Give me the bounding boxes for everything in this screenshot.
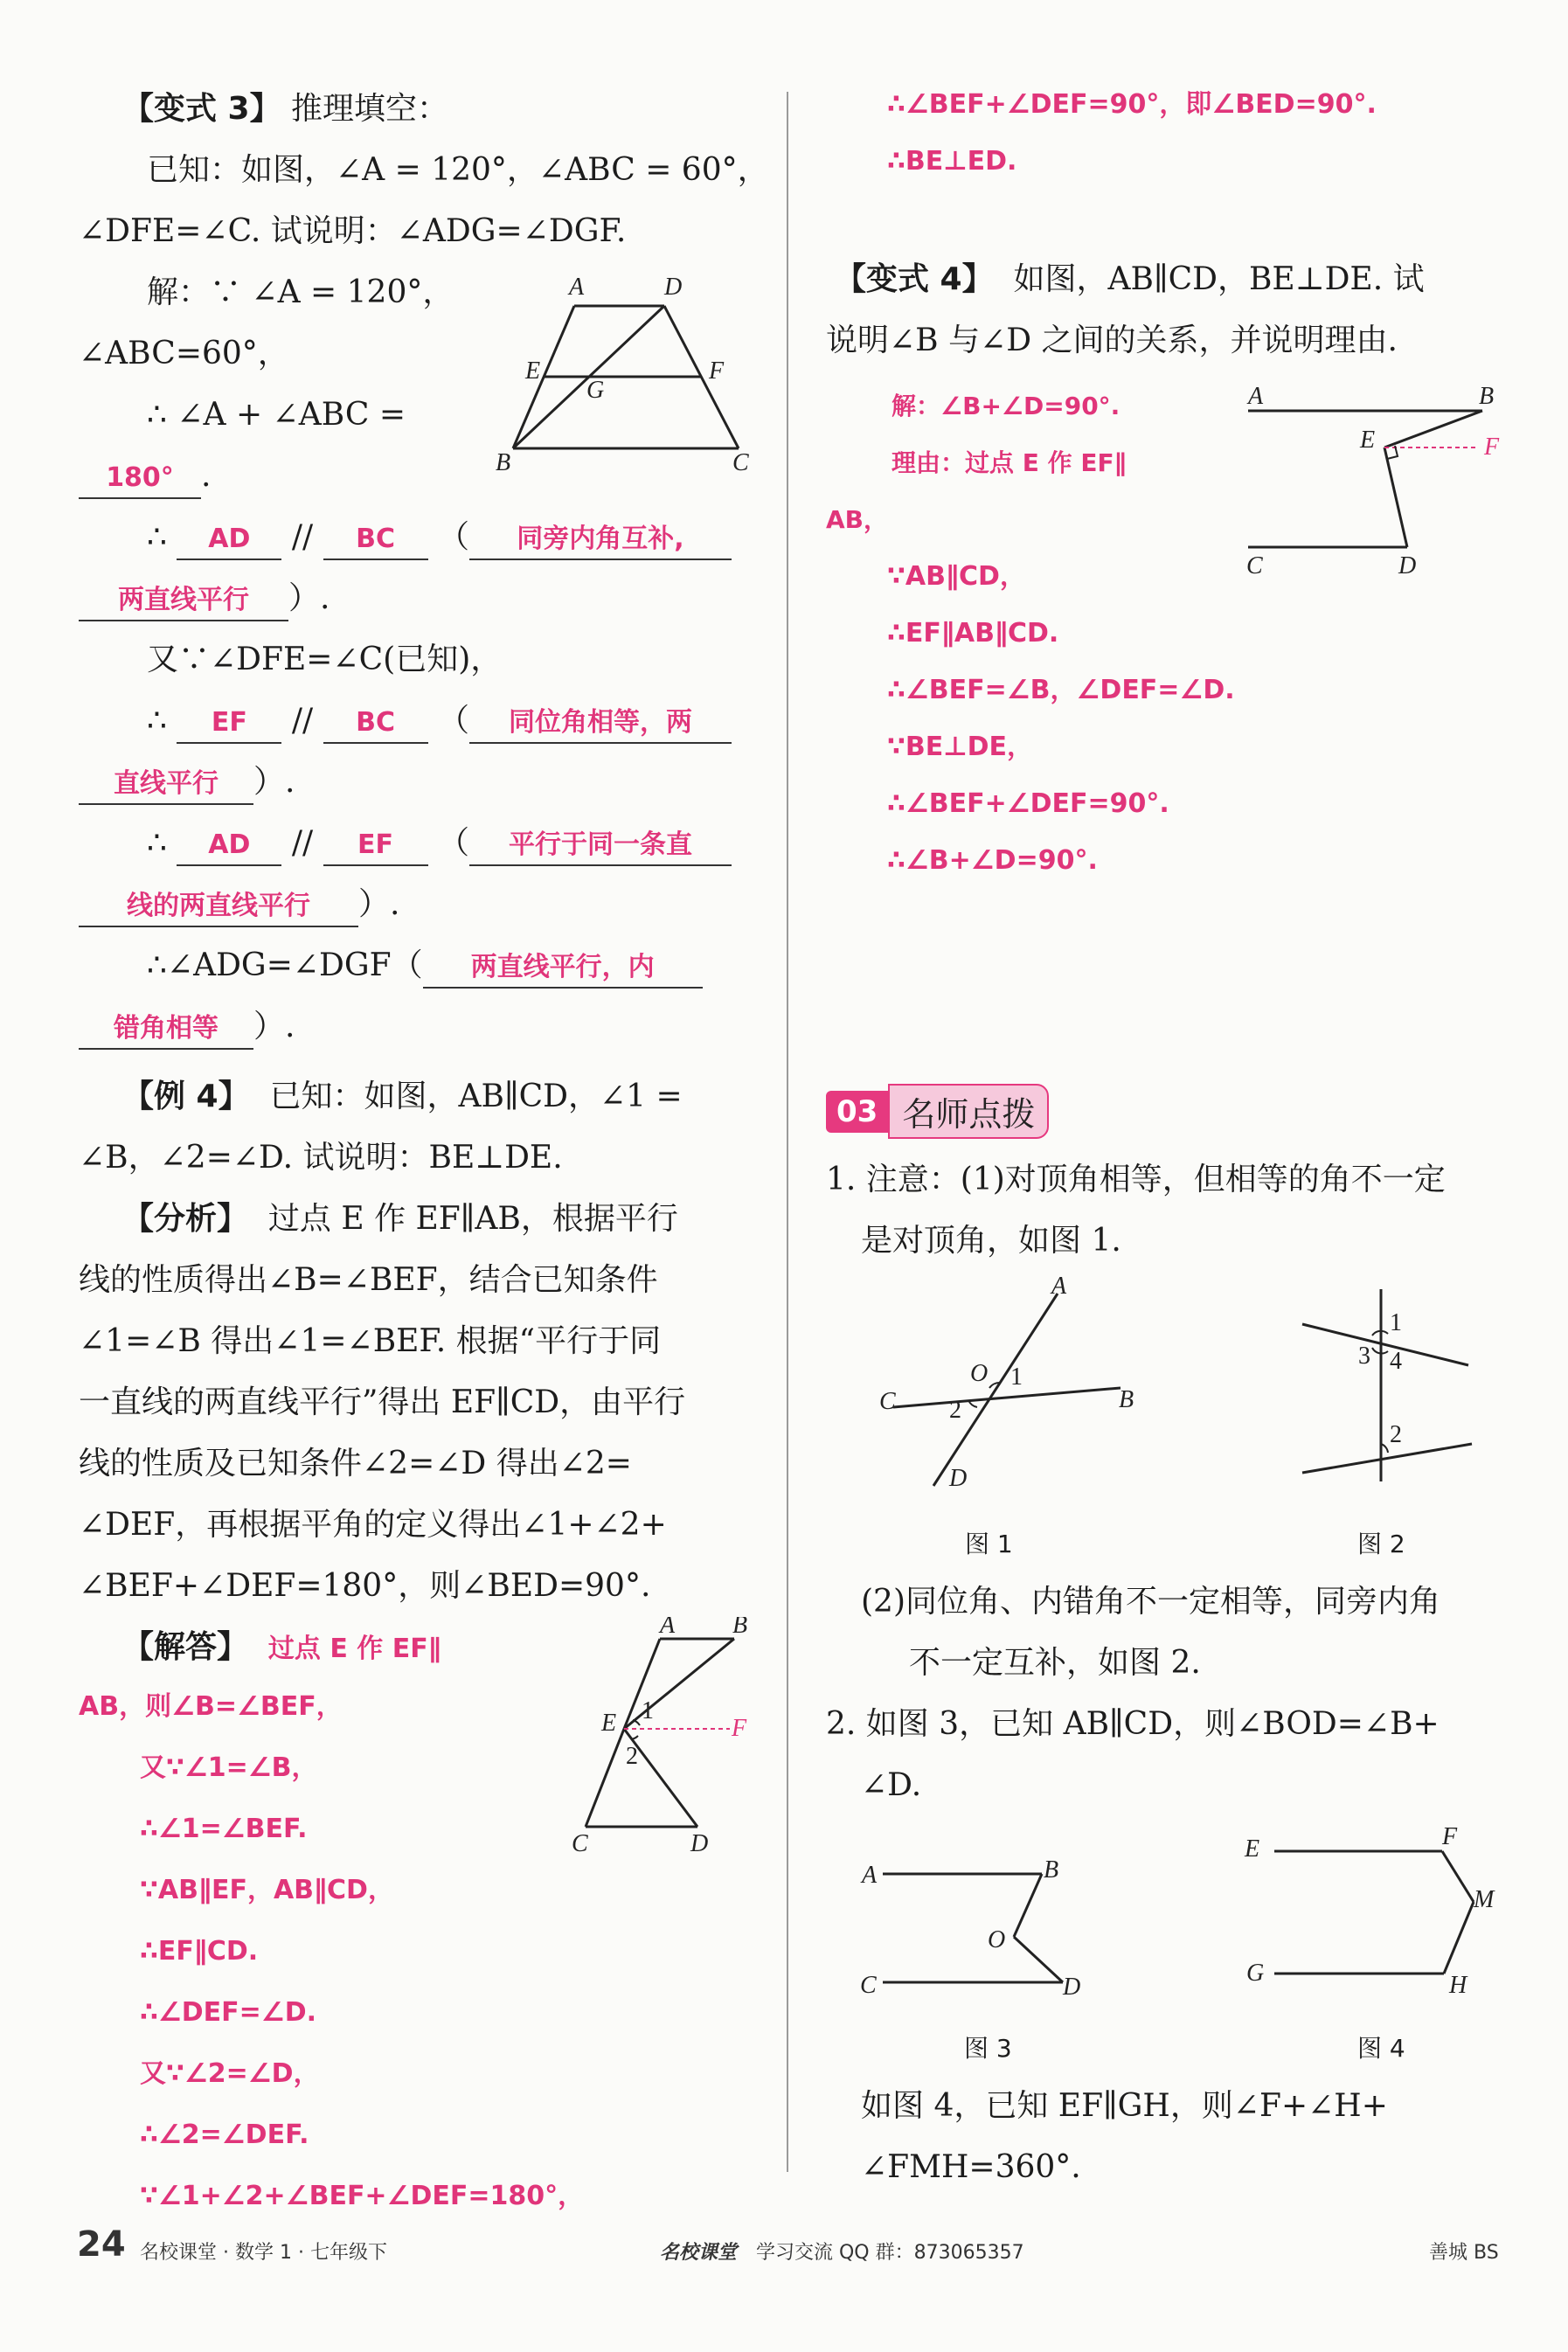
variant4-step-8: ∴∠B+∠D=90°. — [887, 845, 1098, 876]
label-E: E — [1245, 1835, 1260, 1863]
label-F: F — [1484, 434, 1500, 461]
parallel-sign: // — [291, 825, 314, 861]
example4-heading — [122, 1075, 683, 1119]
label-D: D — [690, 1830, 709, 1857]
blank-reason-3[interactable] — [469, 824, 732, 866]
answer-step-6: ∴∠DEF=∠D. — [140, 1997, 316, 2028]
label-C: C — [1246, 552, 1263, 579]
label-1: 1 — [1390, 1309, 1402, 1336]
blank-sum[interactable] — [79, 457, 201, 499]
label-B: B — [1119, 1386, 1134, 1413]
reason-2-cont — [79, 760, 295, 805]
label-B: B — [732, 1617, 748, 1639]
paren-close: ）. — [253, 764, 295, 800]
label-D: D — [1063, 1974, 1081, 2001]
blank-reason-1[interactable] — [469, 518, 732, 560]
answer-step-5: ∴EF∥CD. — [140, 1936, 259, 1967]
answer-5: AD — [208, 829, 251, 860]
answer-step-2: 又∵∠1=∠B， — [140, 1752, 318, 1783]
label-4: 4 — [1390, 1348, 1402, 1375]
label-A: A — [1051, 1276, 1067, 1300]
tip-1d: 不一定互补，如图 2. — [909, 1645, 1201, 1681]
analysis-5: 线的性质及已知条件∠2=∠D 得出∠2= — [79, 1446, 632, 1481]
label-D: D — [949, 1465, 968, 1492]
parallel-line-1 — [147, 516, 732, 560]
brand-logo: 名校课堂 — [660, 2242, 738, 2264]
label-1: 1 — [642, 1697, 654, 1724]
label-F: F — [709, 357, 725, 385]
variant4-step-2: AB， — [826, 505, 889, 534]
answer-sum: 180° — [106, 462, 174, 493]
conclusion: ∴∠ADG=∠DGF（ — [147, 947, 423, 983]
variant4-step-5: ∴∠BEF=∠B，∠DEF=∠D. — [887, 675, 1235, 705]
answer-label: 【解答】 — [122, 1629, 249, 1665]
variant4-step-7: ∴∠BEF+∠DEF=90°. — [887, 788, 1169, 819]
label-B: B — [1479, 383, 1495, 410]
label-C: C — [572, 1830, 588, 1857]
analysis-label: 【分析】 — [122, 1201, 249, 1237]
analysis-line-1 — [122, 1197, 678, 1241]
reason-3-cont — [79, 883, 399, 927]
tip-2c: 如图 4，已知 EF∥GH，则∠F+∠H+ — [861, 2088, 1388, 2124]
answer-4: BC — [356, 707, 395, 738]
tips-badge — [826, 1084, 1049, 1139]
variant3-figure — [485, 267, 765, 484]
figure-4 — [1232, 1818, 1512, 2022]
answer-line-1 — [122, 1626, 441, 1671]
label-2: 2 — [1390, 1421, 1402, 1448]
answer-2: BC — [356, 524, 395, 554]
label-3: 3 — [1358, 1343, 1370, 1370]
tips-title: 名师点拨 — [888, 1084, 1049, 1139]
page-number: 24 — [77, 2224, 126, 2265]
tip-1a: 1. 注意：(1)对顶角相等，但相等的角不一定 — [826, 1162, 1446, 1197]
blank-3[interactable] — [177, 702, 281, 744]
answer-step-7: 又∵∠2=∠D， — [140, 2058, 320, 2089]
parallel-sign: // — [291, 519, 314, 555]
reason-4b: 错角相等 — [114, 1013, 219, 1044]
label-A: A — [660, 1617, 676, 1639]
reason-2a: 同位角相等，两 — [509, 707, 692, 738]
reason-3a: 平行于同一条直 — [509, 829, 692, 860]
tips-number: 03 — [826, 1091, 888, 1133]
tip-2b: ∠D. — [861, 1767, 922, 1803]
answer-step-11: ∴BE⊥ED. — [887, 146, 1017, 177]
label-G: G — [586, 377, 605, 404]
blank-2[interactable] — [323, 518, 428, 560]
label-A: A — [1248, 383, 1264, 410]
sum-line — [79, 454, 211, 499]
label-2: 2 — [626, 1743, 638, 1770]
qq-group: 学习交流 QQ 群：873065357 — [756, 2242, 1024, 2264]
analysis-7: ∠BEF+∠DEF=180°，则∠BED=90°. — [79, 1568, 651, 1604]
parallel-line-3 — [147, 822, 732, 866]
blank-reason-4[interactable] — [423, 947, 703, 989]
reason-1b: 两直线平行 — [118, 585, 249, 615]
label-E: E — [525, 357, 541, 385]
analysis-6: ∠DEF，再根据平角的定义得出∠1+∠2+ — [79, 1507, 667, 1543]
blank-reason-2[interactable] — [469, 702, 732, 744]
parallel-line-2 — [147, 699, 732, 744]
variant4-heading — [835, 258, 1425, 302]
label-B: B — [496, 449, 511, 476]
variant4-figure — [1232, 376, 1512, 589]
blank-1[interactable] — [177, 518, 281, 560]
blank-reason-4b[interactable] — [79, 1008, 253, 1050]
answer-step-1: AB，则∠B=∠BEF， — [79, 1691, 343, 1722]
given-line-1: 已知：如图，∠A = 120°，∠ABC = 60°， — [147, 152, 769, 188]
label-O: O — [970, 1360, 989, 1387]
variant4-q2: 说明∠B 与∠D 之间的关系，并说明理由. — [826, 323, 1398, 358]
answer-step-10: ∴∠BEF+∠DEF=90°，即∠BED=90°. — [887, 89, 1377, 120]
solution-line-3: ∴ ∠A + ∠ABC = — [147, 397, 406, 433]
variant3-title: 推理填空： — [291, 91, 449, 127]
figure-3 — [857, 1844, 1119, 2022]
label-C: C — [879, 1388, 896, 1415]
label-D: D — [1398, 552, 1417, 579]
answer-step-9: ∵∠1+∠2+∠BEF+∠DEF=180°， — [140, 2181, 585, 2211]
answer-step-4: ∵AB∥EF，AB∥CD， — [140, 1875, 394, 1905]
edition: 善城 BS — [1429, 2242, 1499, 2264]
blank-4[interactable] — [323, 702, 428, 744]
answer-step-0: 过点 E 作 EF∥ — [267, 1634, 441, 1664]
blank-reason-3b[interactable] — [79, 885, 358, 927]
blank-5[interactable] — [177, 824, 281, 866]
analysis-2: 线的性质得出∠B=∠BEF，结合已知条件 — [79, 1262, 658, 1298]
paren-open: （ — [437, 519, 469, 555]
reason-4-cont — [79, 1005, 295, 1050]
therefore: ∴ — [147, 519, 167, 555]
solution-line-1: 解：∵ ∠A = 120°， — [147, 274, 454, 310]
caption-figure-3: 图 3 — [964, 2034, 1012, 2063]
variant4-q1: 如图，AB∥CD，BE⊥DE. 试 — [1013, 261, 1425, 297]
given-line-2: ∠DFE=∠C. 试说明：∠ADG=∠DGF. — [79, 213, 627, 249]
answer-1: AD — [208, 524, 251, 554]
figure-2 — [1285, 1285, 1477, 1498]
caption-figure-2: 图 2 — [1357, 1530, 1405, 1558]
answer-step-3: ∴∠1=∠BEF. — [140, 1814, 308, 1844]
paren-open: （ — [437, 703, 469, 739]
reason-1a: 同旁内角互补, — [517, 524, 684, 554]
label-H: H — [1449, 1972, 1467, 1999]
answer-3: EF — [211, 707, 247, 738]
conclusion-line — [147, 944, 703, 989]
example4-q1: 已知：如图，AB∥CD，∠1 = — [269, 1079, 683, 1114]
variant4-step-0: 解：∠B+∠D=90°. — [892, 392, 1120, 420]
example4-figure — [559, 1617, 752, 1874]
therefore: ∴ — [147, 825, 167, 861]
reason-3b: 线的两直线平行 — [127, 891, 310, 921]
column-divider — [787, 92, 788, 2172]
paren-open: （ — [437, 825, 469, 861]
caption-figure-4: 图 4 — [1357, 2034, 1405, 2063]
answer-6: EF — [357, 829, 394, 860]
blank-reason-2b[interactable] — [79, 763, 253, 805]
label-G: G — [1246, 1960, 1265, 1987]
example4-label: 【例 4】 — [122, 1079, 250, 1114]
label-1: 1 — [1010, 1363, 1023, 1391]
answer-step-8: ∴∠2=∠DEF. — [140, 2120, 309, 2150]
label-D: D — [664, 274, 683, 301]
label-2: 2 — [949, 1397, 961, 1424]
solution-line-2: ∠ABC=60°， — [79, 336, 289, 371]
label-A: A — [569, 274, 585, 301]
dot: . — [201, 458, 212, 494]
therefore: ∴ — [147, 703, 167, 739]
variant4-step-1: 理由：过点 E 作 EF∥ — [892, 448, 1127, 477]
parallel-sign: // — [291, 703, 314, 739]
reason-1-cont — [79, 577, 330, 621]
reason-2b: 直线平行 — [114, 768, 219, 799]
blank-reason-1b[interactable] — [79, 579, 288, 621]
analysis-4: 一直线的两直线平行”得出 EF∥CD，由平行 — [79, 1384, 686, 1420]
label-B: B — [1044, 1856, 1059, 1884]
label-C: C — [860, 1972, 877, 1999]
book-title: 名校课堂 · 数学 1 · 七年级下 — [140, 2242, 387, 2264]
tip-2d: ∠FMH=360°. — [861, 2149, 1081, 2185]
variant3-label: 【变式 3】 — [122, 91, 281, 127]
example4-q2: ∠B，∠2=∠D. 试说明：BE⊥DE. — [79, 1140, 563, 1176]
label-F: F — [1442, 1823, 1458, 1850]
tip-2a: 2. 如图 3，已知 AB∥CD，则∠BOD=∠B+ — [826, 1706, 1440, 1742]
caption-figure-1: 图 1 — [965, 1530, 1013, 1558]
variant4-step-4: ∴EF∥AB∥CD. — [887, 618, 1059, 649]
also-line: 又∵∠DFE=∠C(已知)， — [147, 642, 503, 677]
label-E: E — [601, 1710, 617, 1737]
label-E: E — [1360, 427, 1376, 454]
label-O: O — [988, 1926, 1006, 1953]
paren-close: ）. — [253, 1009, 295, 1044]
label-F: F — [732, 1715, 747, 1742]
reason-4a: 两直线平行，内 — [470, 952, 655, 982]
label-A: A — [862, 1862, 878, 1889]
label-C: C — [732, 449, 749, 476]
variant4-step-3: ∵AB∥CD， — [887, 561, 1026, 592]
variant4-label: 【变式 4】 — [835, 261, 994, 297]
analysis-3: ∠1=∠B 得出∠1=∠BEF. 根据“平行于同 — [79, 1323, 662, 1359]
label-M: M — [1474, 1886, 1495, 1913]
paren-close: ）. — [358, 886, 400, 922]
paren-close: ）. — [288, 580, 330, 616]
analysis-1: 过点 E 作 EF∥AB，根据平行 — [267, 1201, 678, 1237]
tip-1c: (2)同位角、内错角不一定相等，同旁内角 — [861, 1584, 1440, 1620]
blank-6[interactable] — [323, 824, 428, 866]
variant3-heading — [122, 87, 448, 131]
figure-1 — [874, 1276, 1154, 1507]
variant4-step-6: ∵BE⊥DE， — [887, 732, 1034, 762]
tip-1b: 是对顶角，如图 1. — [861, 1223, 1121, 1259]
